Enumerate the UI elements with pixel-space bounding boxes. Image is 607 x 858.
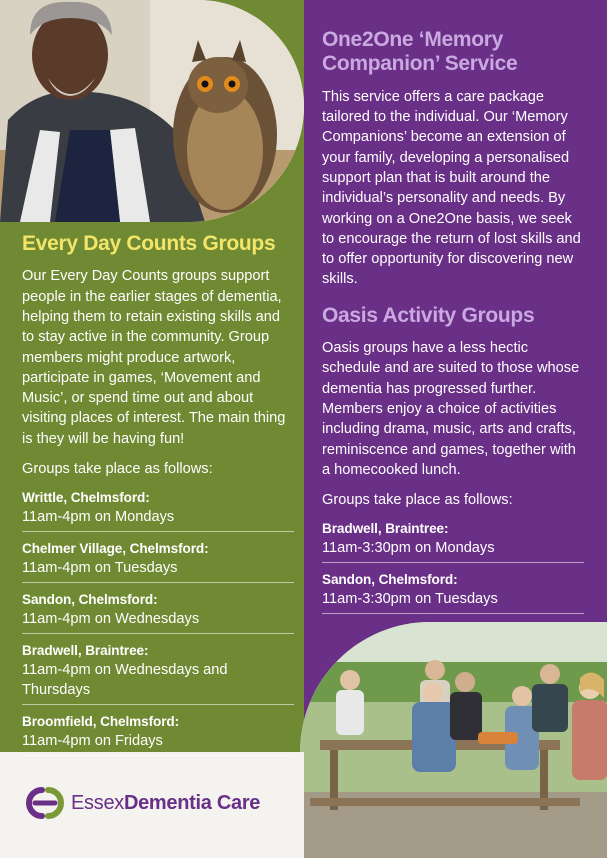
session-place: Bradwell, Braintree: — [322, 521, 449, 537]
session-time: 11am-4pm on Fridays — [22, 733, 163, 750]
session-place: Sandon, Chelmsford: — [22, 592, 158, 608]
session-time: 11am-4pm on Tuesdays — [22, 560, 178, 577]
session-time: 11am-4pm on Wednesdays and Thursdays — [22, 662, 228, 699]
every-day-counts-section — [22, 232, 294, 756]
section-heading-oasis: Oasis Activity Groups — [322, 303, 535, 327]
group-picnic-image — [300, 622, 607, 858]
photo-man-with-owl — [0, 0, 304, 222]
session-place: Chelmer Village, Chelmsford: — [22, 541, 209, 557]
memory-companion-description: This service offers a care package tailored to the individual. Our ‘Memory Companions’ become an extension of your family, developing a personalised support plan that is built around the individual’s personality and needs. By working on a One2One basis, we seek to encourage the return of lost skills and to offer opportunity for discovering new skills. — [322, 88, 581, 288]
logo-word-essex: Essex — [71, 791, 124, 814]
session-item — [322, 563, 584, 614]
session-item — [22, 705, 294, 756]
session-list-right — [322, 512, 584, 614]
session-item — [322, 512, 584, 563]
session-time: 11am-4pm on Mondays — [22, 509, 175, 526]
session-place: Writtle, Chelmsford: — [22, 490, 150, 506]
logo-word-dementia-care: Dementia Care — [123, 791, 261, 814]
section-heading-memory-companion: One2One ‘Memory Companion’ Service — [322, 28, 518, 76]
groups-intro-left: Groups take place as follows: — [22, 461, 213, 478]
session-item — [22, 532, 294, 583]
photo-group-picnic — [300, 622, 607, 858]
session-time: 11am-3:30pm on Tuesdays — [322, 591, 498, 608]
man-with-owl-image — [0, 0, 304, 222]
session-item — [22, 583, 294, 634]
section-heading-every-day-counts: Every Day Counts Groups — [22, 232, 276, 255]
essex-dementia-care-logo — [25, 786, 260, 820]
oasis-description: Oasis groups have a less hectic schedule and are suited to those whose dementia has progressed further. Members enjoy a choice of activities including drama, music, arts and crafts, reminiscence and games, together with a homecooked lunch. — [322, 340, 580, 478]
logo-mark-icon — [25, 786, 65, 820]
session-list-left — [22, 481, 294, 756]
session-place: Sandon, Chelmsford: — [322, 572, 458, 588]
session-item — [22, 634, 294, 705]
groups-intro-right: Groups take place as follows: — [322, 492, 513, 509]
session-time: 11am-3:30pm on Mondays — [322, 540, 495, 557]
session-place: Bradwell, Braintree: — [22, 643, 149, 659]
logo-wordmark — [71, 792, 260, 815]
session-item — [22, 481, 294, 532]
session-place: Broomfield, Chelmsford: — [22, 714, 180, 730]
every-day-counts-description: Our Every Day Counts groups support people in the earlier stages of dementia, helping them to retain existing skills and to stay active in the community. Group members might produce artwork, participate in games, ‘Movement and Music’, or spend time out and about visiting places of interest. The main thing is they will be having fun! — [22, 268, 286, 447]
session-time: 11am-4pm on Wednesdays — [22, 611, 200, 628]
services-section — [322, 28, 584, 614]
